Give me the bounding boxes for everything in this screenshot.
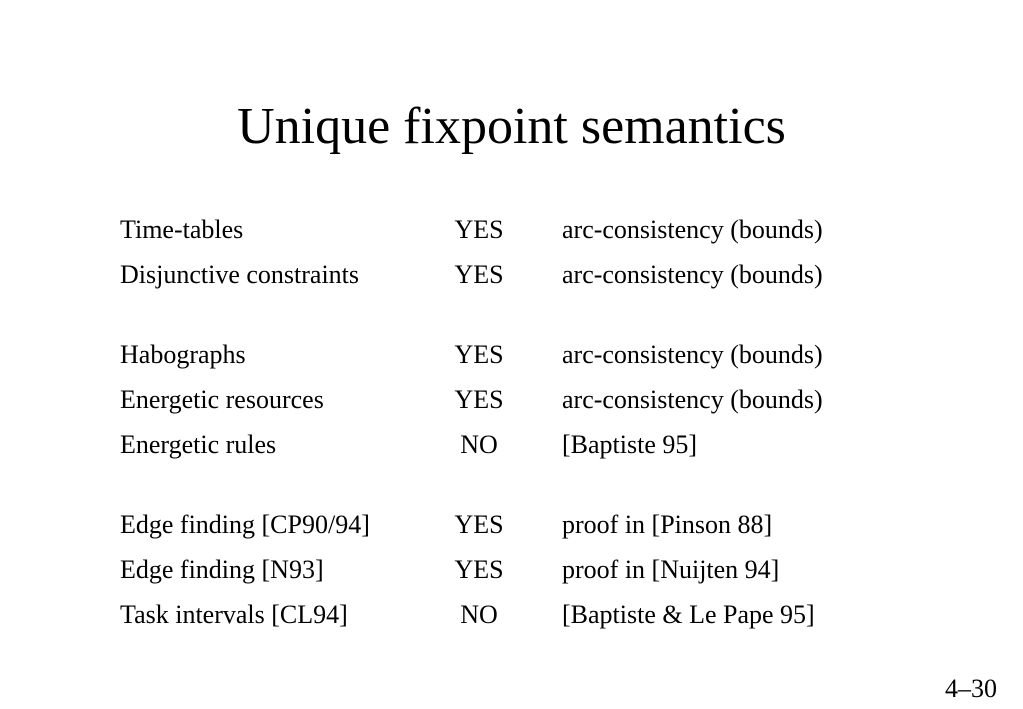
table-row [0, 550, 1023, 590]
unique-cell: YES [454, 260, 504, 289]
method-cell: Task intervals [CL94] [120, 600, 348, 629]
table-row [0, 595, 1023, 635]
table-row [0, 425, 1023, 465]
note-cell: [Baptiste 95] [562, 430, 698, 459]
unique-cell: NO [460, 430, 498, 459]
slide-title: Unique fixpoint semantics [237, 98, 786, 155]
method-cell: Time-tables [120, 215, 244, 244]
method-cell: Disjunctive constraints [120, 260, 360, 289]
unique-cell: YES [454, 385, 504, 414]
note-cell: arc-consistency (bounds) [562, 340, 823, 369]
method-cell: Energetic resources [120, 385, 324, 414]
table-row [0, 335, 1023, 375]
table-row [0, 255, 1023, 295]
note-cell: arc-consistency (bounds) [562, 260, 823, 289]
method-cell: Habographs [120, 340, 246, 369]
note-cell: proof in [Pinson 88] [562, 510, 773, 539]
note-cell: arc-consistency (bounds) [562, 385, 823, 414]
table-row [0, 505, 1023, 545]
method-cell: Edge finding [N93] [120, 555, 324, 584]
unique-cell: NO [460, 600, 498, 629]
page-number: 4–30 [945, 674, 997, 703]
table-row [0, 210, 1023, 250]
note-cell: [Baptiste & Le Pape 95] [562, 600, 815, 629]
unique-cell: YES [454, 510, 504, 539]
note-cell: proof in [Nuijten 94] [562, 555, 780, 584]
unique-cell: YES [454, 215, 504, 244]
unique-cell: YES [454, 555, 504, 584]
method-cell: Energetic rules [120, 430, 277, 459]
unique-cell: YES [454, 340, 504, 369]
table-row [0, 380, 1023, 420]
method-cell: Edge finding [CP90/94] [120, 510, 370, 539]
note-cell: arc-consistency (bounds) [562, 215, 823, 244]
